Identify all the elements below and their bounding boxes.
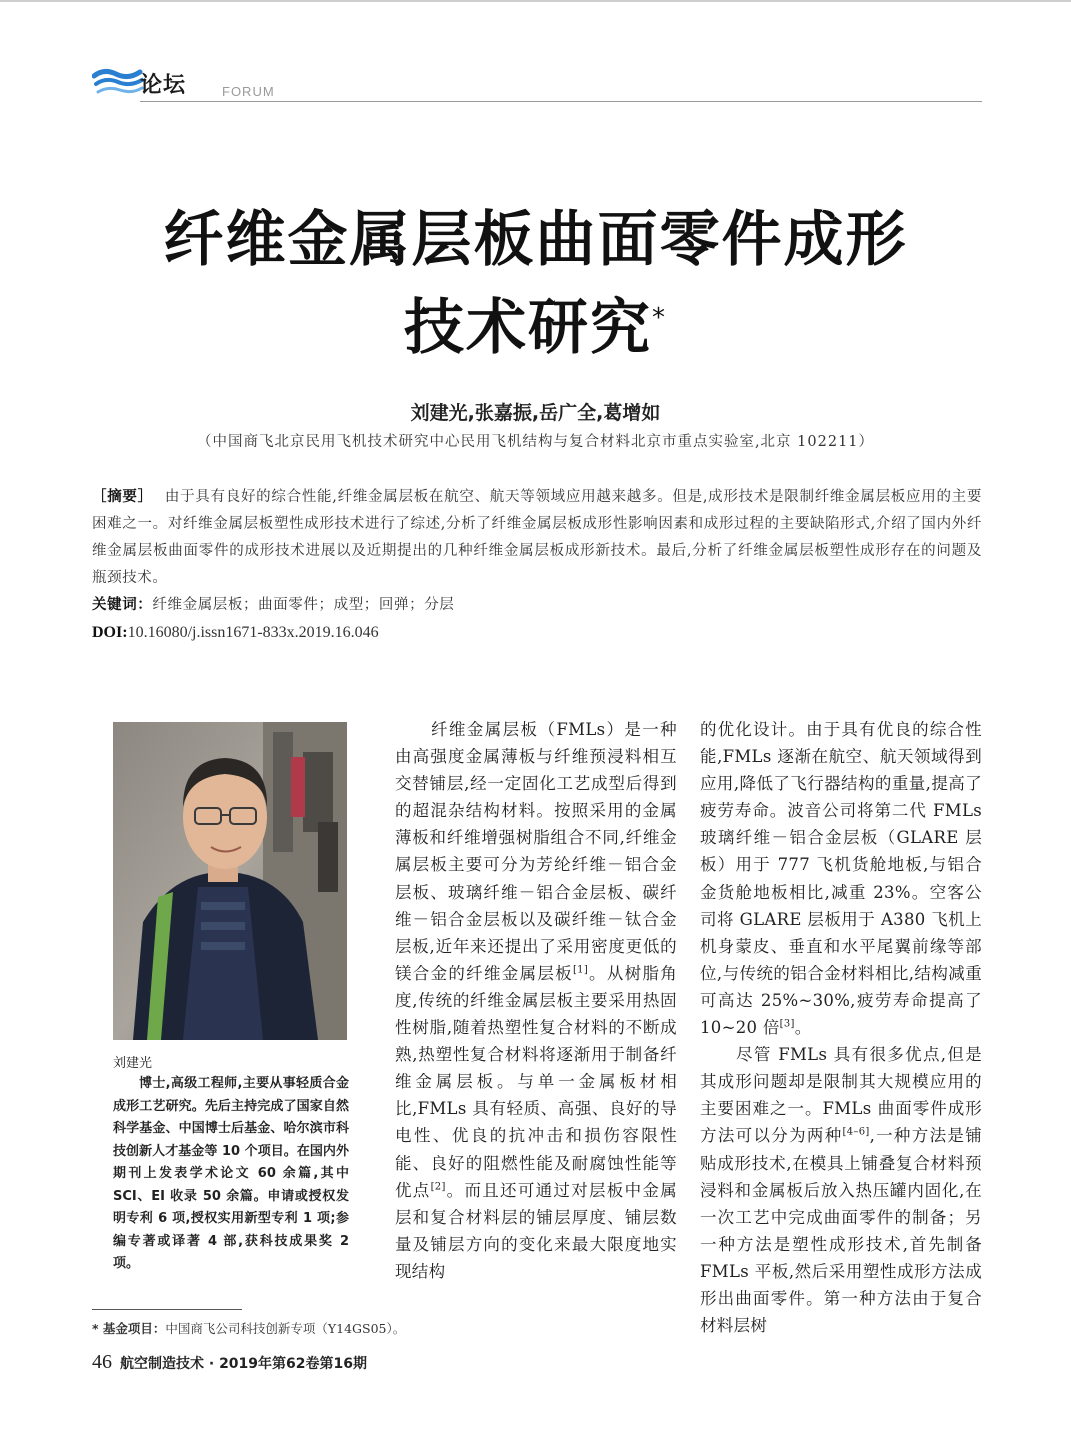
body-column-2 <box>395 716 677 1285</box>
doi-text: 10.16080/j.issn1671-833x.2019.16.046 <box>127 624 379 641</box>
page-number: 46 <box>92 1351 112 1373</box>
affiliation: （中国商飞北京民用飞机技术研究中心民用飞机结构与复合材料北京市重点实验室,北京 102211） <box>196 434 875 450</box>
citation-ref: [3] <box>779 1018 795 1030</box>
section-title-en: FORUM <box>222 84 275 99</box>
wave-logo-icon <box>92 66 144 100</box>
footnote-text: 中国商飞公司科技创新专项（Y14GS05）。 <box>165 1321 406 1336</box>
citation-ref: [4–6] <box>842 1126 870 1138</box>
col3-text-1a: 的优化设计。由于具有优良的综合性能,FMLs 逐渐在航空、航天领域得到应用,降低了飞行器结构的重量,提高了疲劳寿命。波音公司将第二代 FMLs 玻璃纤维－铝合金层板（GLARE 层板）用于 777 飞机货舱地板,与铝合金货舱地板相比,减重 23%。空客公司将 GLARE 层板用于 A380 飞机上机身蒙皮、垂直和水平尾翼前缘等部位,与传统的铝合金材料相比,结构减重可高达 25%~30%,疲劳寿命提高了 10~20 倍 <box>700 720 982 1038</box>
title-line-2-text: 技术研究 <box>404 293 652 363</box>
col3-text-2b: ,一种方法是铺贴成形技术,在模具上铺叠复合材料预浸料和金属板后放入热压罐内固化,在一次工艺中完成曲面零件的制备；另一种方法是塑性成形技术,首先制备 FMLs 平板,然后采用塑性成形方法成形出曲面零件。第一种方法由于复合材料层树 <box>700 1126 982 1336</box>
citation-ref: [1] <box>572 964 589 976</box>
keywords-text: 纤维金属层板；曲面零件；成型；回弹；分层 <box>152 597 455 613</box>
page-footer <box>92 1351 367 1374</box>
authors: 刘建光,张嘉振,岳广全,葛增如 <box>410 402 661 424</box>
section-header <box>92 66 982 106</box>
section-title-cn: 论坛 <box>140 73 187 98</box>
keywords-label: 关键词： <box>92 597 153 613</box>
abstract-label: ［摘要］ <box>92 489 153 505</box>
header-rule <box>140 101 982 102</box>
journal-name: 航空制造技术 · 2019年第62卷第16期 <box>120 1356 367 1372</box>
top-rule <box>0 0 1071 2</box>
article-title <box>80 196 991 372</box>
col2-text-2: 。从树脂角度,传统的纤维金属层板主要采用热固性树脂,随着热塑性复合材料的不断成熟,热塑性复合材料将逐渐用于制备纤维金属层板。与单一金属板材相比,FMLs 具有轻质、高强、良好的导电性、优良的抗冲击和损伤容限性能、良好的阻燃性能及耐腐蚀性能等优点 <box>395 963 678 1200</box>
doi-label: DOI: <box>92 624 128 641</box>
col3-text-1b: 。 <box>794 1018 812 1038</box>
footnote-label: * 基金项目： <box>92 1321 166 1336</box>
bio-name: 刘建光 <box>113 1056 153 1071</box>
footnote-rule <box>92 1309 242 1310</box>
title-footnote-mark: * <box>652 303 667 333</box>
body-column-3 <box>700 716 982 1339</box>
col2-text-3: 。而且还可通过对层板中金属层和复合材料层的铺层厚度、铺层数量及铺层方向的变化来最大限度地实现结构 <box>395 1180 677 1281</box>
doi <box>92 621 982 645</box>
title-line-2 <box>80 284 991 372</box>
col3-text-2a: 尽管 FMLs 具有很多优点,但是其成形问题却是限制其大规模应用的主要困难之一。FMLs 曲面零件成形方法可以分为两种 <box>700 1045 982 1146</box>
author-portrait <box>113 722 347 1040</box>
citation-ref: [2] <box>430 1181 446 1193</box>
col3-paragraph-1 <box>700 716 982 1041</box>
col2-text-1: 纤维金属层板（FMLs）是一种由高强度金属薄板与纤维预浸料相互交替铺层,经一定固化工艺成型后得到的超混杂结构材料。按照采用的金属薄板和纤维增强树脂组合不同,纤维金属层板主要可分为芳纶纤维－铝合金层板、玻璃纤维－铝合金层板、碳纤维－铝合金层板以及碳纤维－钛合金层板,近年来还提出了采用密度更低的镁合金的纤维金属层板 <box>395 720 677 983</box>
col3-paragraph-2 <box>700 1041 982 1339</box>
abstract-text: 由于具有良好的综合性能,纤维金属层板在航空、航天等领域应用越来越多。但是,成形技术是限制纤维金属层板应用的主要困难之一。对纤维金属层板塑性成形技术进行了综述,分析了纤维金属层板成形性影响因素和成形过程的主要缺陷形式,介绍了国内外纤维金属层板曲面零件的成形技术进展以及近期提出的几种纤维金属层板成形新技术。最后,分析了纤维金属层板塑性成形存在的问题及瓶颈技术。 <box>92 489 982 586</box>
title-line-1: 纤维金属层板曲面零件成形 <box>163 205 908 275</box>
bio-text: 博士,高级工程师,主要从事轻质合金成形工艺研究。先后主持完成了国家自然科学基金、中国博士后基金、哈尔滨市科技创新人才基金等 10 个项目。在国内外期刊上发表学术论文 60 余篇,其中 SCI、EI 收录 50 余篇。申请或授权发明专利 6 项,授权实用新型专利 1 项;参编专著或译著 4 部,获科技成果奖 2 项。 <box>113 1076 349 1271</box>
abstract <box>92 484 982 592</box>
keywords <box>92 593 982 617</box>
footnote <box>92 1319 405 1337</box>
